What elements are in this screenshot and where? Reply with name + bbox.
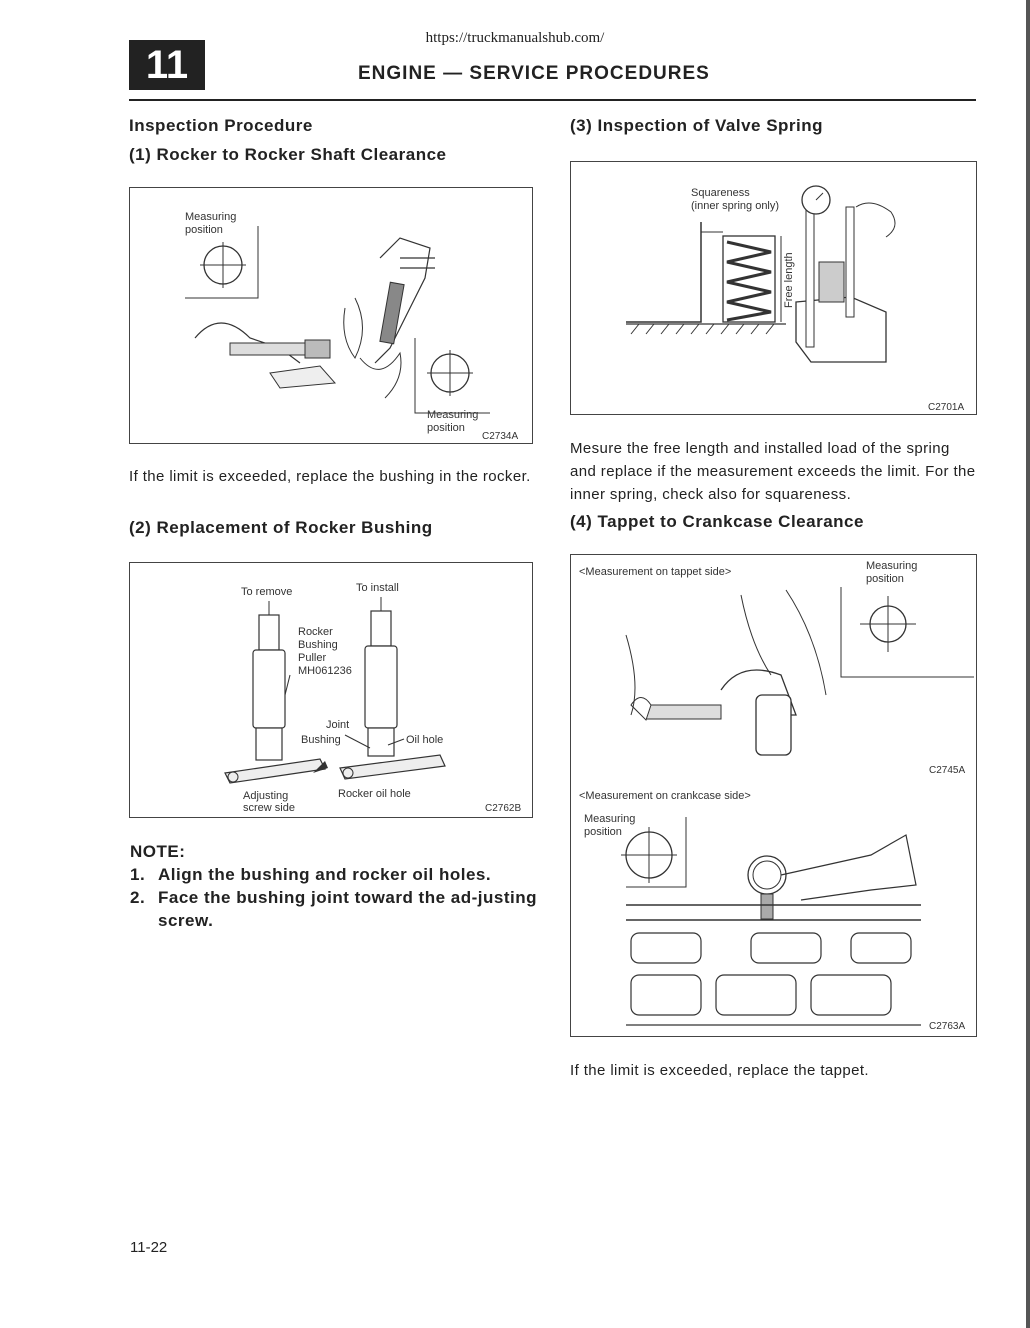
fig2-tool-line1: Rocker (298, 626, 333, 638)
fig1-code: C2734A (482, 431, 519, 442)
fig2-code: C2762B (485, 803, 522, 814)
fig1-label-b-line2: position (427, 422, 465, 434)
fig2-joint-line1: Joint (326, 719, 350, 731)
valve-spring-illustration (571, 162, 976, 414)
fig2-tool-line4: MH061236 (298, 665, 352, 677)
page-header-title: ENGINE — SERVICE PROCEDURES (358, 63, 710, 84)
fig4-code-a: C2745A (929, 765, 966, 776)
fig2-adjusting-line2: screw side (243, 802, 295, 814)
note-1-number: 1. (130, 865, 146, 884)
header-rule (129, 99, 976, 101)
heading-valve-spring: (3) Inspection of Valve Spring (570, 116, 824, 135)
fig2-rocker-oil-hole: Rocker oil hole (338, 788, 411, 800)
rocker-clearance-illustration (130, 188, 532, 443)
heading-replacement-rocker-bushing: (2) Replacement of Rocker Bushing (129, 518, 433, 537)
note-title: NOTE: (130, 842, 186, 861)
note-2-text: Face the bushing joint toward the ad-justing screw. (158, 888, 537, 930)
fig4-measuring-a-line2: position (866, 573, 904, 585)
heading-inspection-procedure: Inspection Procedure (129, 116, 313, 135)
text-valve-spring: Mesure the free length and installed load of the spring and replace if the measurement exceeds the limit. For the inner spring, check also for squareness. (570, 440, 976, 503)
note-2-number: 2. (130, 888, 146, 907)
fig1-label-a-line1: Measuring (185, 211, 237, 223)
fig4-tappet-side: <Measurement on tappet side> (579, 566, 732, 578)
source-url: https://truckmanualshub.com/ (425, 30, 605, 46)
fig4-code-b: C2763A (929, 1021, 966, 1032)
fig4-crankcase-side: <Measurement on crankcase side> (579, 790, 751, 802)
fig1-label-b-line1: Measuring (427, 409, 479, 421)
page-number: 11-22 (130, 1239, 168, 1256)
page-edge-shadow (1026, 0, 1030, 1328)
figure-rocker-bushing (129, 562, 533, 818)
fig2-oil-hole: Oil hole (406, 734, 444, 746)
rocker-bushing-illustration (130, 563, 532, 817)
fig4-measuring-a-line1: Measuring (866, 560, 918, 572)
fig2-tool-line2: Bushing (298, 639, 338, 651)
heading-tappet-crankcase: (4) Tappet to Crankcase Clearance (570, 512, 864, 531)
fig1-label-a-line2: position (185, 224, 223, 236)
figure-tappet-clearance (570, 554, 977, 1037)
fig3-squareness-line2: (inner spring only) (691, 200, 780, 212)
section-number-badge: 11 (129, 40, 205, 90)
figure-valve-spring (570, 161, 977, 415)
figure-rocker-clearance (129, 187, 533, 444)
fig4-measuring-b-line2: position (584, 826, 622, 838)
fig2-tool-line3: Puller (298, 652, 327, 664)
tappet-clearance-illustration (571, 555, 976, 1036)
note-1-text: Align the bushing and rocker oil holes. (158, 865, 492, 884)
fig2-to-remove: To remove (241, 586, 293, 598)
fig3-squareness-line1: Squareness (691, 187, 750, 199)
fig4-measuring-b-line1: Measuring (584, 813, 636, 825)
fig3-free-length: Free length (783, 252, 795, 308)
text-replace-bushing: If the limit is exceeded, replace the bushing in the rocker. (129, 468, 531, 485)
fig3-code: C2701A (928, 402, 965, 413)
text-replace-tappet: If the limit is exceeded, replace the tappet. (570, 1062, 869, 1079)
fig2-to-install: To install (356, 582, 399, 594)
heading-rocker-shaft-clearance: (1) Rocker to Rocker Shaft Clearance (129, 145, 447, 164)
fig2-joint-line2: Bushing (301, 734, 341, 746)
fig2-adjusting-line1: Adjusting (243, 790, 289, 802)
